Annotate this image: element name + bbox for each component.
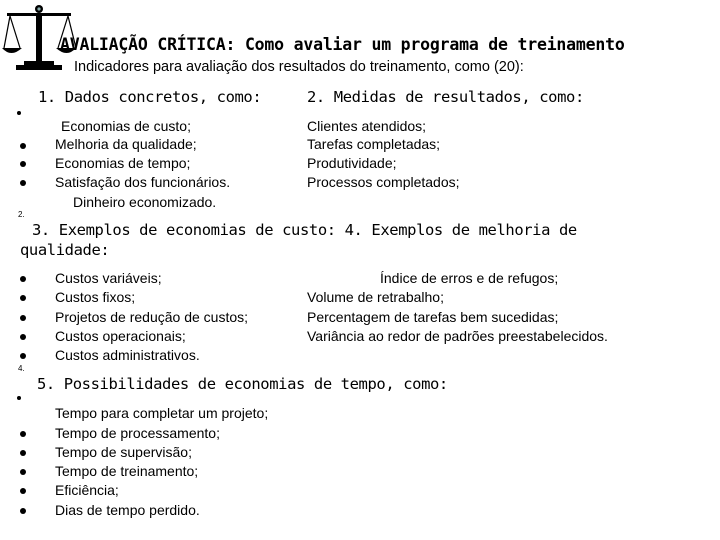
list-marker: 2. — [18, 210, 25, 219]
list-item: Processos completados; — [307, 174, 460, 190]
list-item: Custos fixos; — [55, 289, 136, 305]
bullet — [20, 315, 26, 321]
bullet — [20, 334, 26, 340]
list-item: Produtividade; — [307, 155, 397, 171]
section-2-heading: 2. Medidas de resultados, como: — [307, 88, 584, 106]
list-item: Clientes atendidos; — [307, 118, 427, 134]
list-item: Dias de tempo perdido. — [55, 502, 200, 518]
outline-bullet — [17, 396, 21, 400]
list-marker: 4. — [18, 364, 25, 373]
bullet — [20, 353, 26, 359]
bullet — [20, 295, 26, 301]
bullet — [20, 508, 26, 514]
list-item: Tempo de treinamento; — [55, 463, 199, 479]
list-item: Eficiência; — [55, 482, 119, 498]
list-item: Índice de erros e de refugos; — [380, 270, 559, 286]
list-item: Tempo de supervisão; — [55, 444, 192, 460]
outline-bullet — [17, 111, 21, 115]
list-item: Custos operacionais; — [55, 328, 186, 344]
list-item: Volume de retrabalho; — [307, 289, 444, 305]
list-item: Economias de custo; — [61, 118, 191, 134]
bullet — [20, 161, 26, 167]
section-3-4-heading: 3. Exemplos de economias de custo: 4. Exemplos de melhoria de qualidade: — [20, 221, 577, 259]
list-item: Economias de tempo; — [55, 155, 191, 171]
page-subtitle: Indicadores para avaliação dos resultados do treinamento, como (20): — [74, 59, 524, 75]
list-item: Satisfação dos funcionários. — [55, 174, 231, 190]
bullet — [20, 431, 26, 437]
list-item: Dinheiro economizado. — [73, 194, 217, 210]
list-item: Melhoria da qualidade; — [55, 136, 197, 152]
page-title: AVALIAÇÃO CRÍTICA: Como avaliar um programa de treinamento — [60, 35, 625, 54]
list-item: Custos variáveis; — [55, 270, 162, 286]
list-item: Tarefas completadas; — [307, 136, 441, 152]
bullet — [20, 276, 26, 282]
list-item: Variância ao redor de padrões preestabelecidos. — [307, 328, 608, 344]
list-item: Tempo para completar um projeto; — [55, 405, 269, 421]
bullet — [20, 488, 26, 494]
list-item: Custos administrativos. — [55, 347, 200, 363]
list-item: Tempo de processamento; — [55, 425, 220, 441]
list-item: Projetos de redução de custos; — [55, 309, 249, 325]
section-1-heading: 1. Dados concretos, como: — [38, 88, 262, 106]
bullet — [20, 450, 26, 456]
bullet — [20, 143, 26, 149]
bullet — [20, 469, 26, 475]
bullet — [20, 180, 26, 186]
list-item: Percentagem de tarefas bem sucedidas; — [307, 309, 559, 325]
section-5-heading: 5. Possibilidades de economias de tempo, como: — [37, 375, 448, 393]
